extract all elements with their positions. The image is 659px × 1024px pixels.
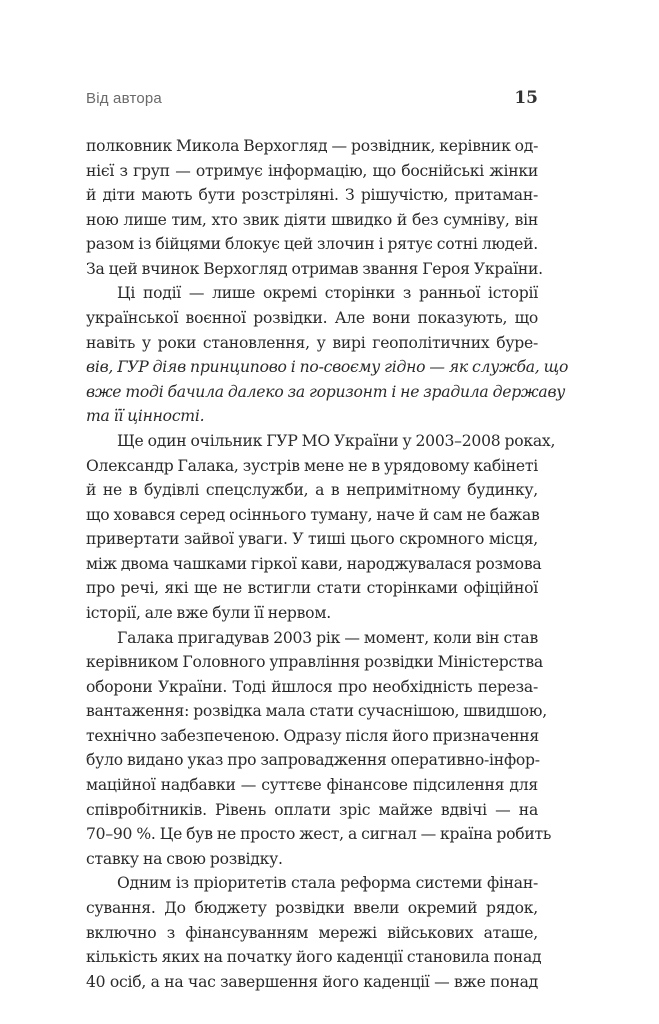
text-line: й не в будівлі спецслужби, а в непримітному будинку,: [86, 481, 538, 500]
text-line-italic: вів, ГУР діяв принципово і по-своєму гідно — як служба, що: [86, 358, 569, 377]
text-line: кількість яких на початку його каденції становила понад: [86, 948, 542, 967]
text-line-italic: та її цінності.: [86, 407, 205, 426]
text-line: разом із бійцями блокує цей злочин і рятує сотні людей.: [86, 235, 538, 254]
text-line: технічно забезпеченою. Одразу після його призначення: [86, 726, 539, 745]
text-line-italic: вже тоді бачила далеко за горизонт і не зрадила державу: [86, 382, 566, 401]
page-number: 15: [514, 88, 538, 108]
text-line: навіть у роки становлення, у вирі геополітичних буре-: [86, 333, 538, 352]
text-line: історії, але вже були її нервом.: [86, 603, 331, 622]
body-text: [86, 134, 569, 994]
text-line: нієї з груп — отримує інформацію, що боснійські жінки: [86, 161, 538, 180]
text-line: 40 осіб, а на час завершення його каденції — вже понад: [86, 972, 538, 991]
text-line: між двома чашками гіркої кави, народжувалася розмова: [86, 554, 542, 573]
text-line: Ще один очільник ГУР МО України у 2003–2008 роках,: [117, 431, 556, 450]
text-line: було видано указ про запровадження оперативно-інфор-: [86, 751, 540, 770]
text-line: про речі, які ще не встигли стати сторінками офіційної: [86, 579, 538, 598]
text-line: й діти мають бути розстріляні. З рішучістю, притаман-: [86, 186, 538, 205]
text-line: української воєнної розвідки. Але вони показують, що: [86, 309, 538, 328]
text-line: включно з фінансуванням мережі військових аташе,: [86, 923, 538, 942]
text-line: що ховався серед осіннього туману, наче й сам не бажав: [86, 505, 540, 524]
text-line: ною лише тим, хто звик діяти швидко й без сумніву, він: [86, 210, 538, 229]
text-line: Галака пригадував 2003 рік — момент, коли він став: [117, 628, 538, 647]
text-line: співробітників. Рівень оплати зріс майже вдвічі — на: [86, 800, 538, 819]
text-line: Олександр Галака, зустрів мене не в урядовому кабінеті: [86, 456, 538, 475]
text-line: вантаження: розвідка мала стати сучаснішою, швидшою,: [86, 702, 547, 721]
text-line: маційної надбавки — суттєве фінансове підсилення для: [86, 776, 538, 795]
text-line: сування. До бюджету розвідки ввели окремий рядок,: [86, 898, 538, 917]
text-line: Ці події — лише окремі сторінки з ранньої історії: [117, 284, 538, 303]
text-line: 70–90 %. Це був не просто жест, а сигнал — країна робить: [86, 825, 552, 844]
text-line: оборони України. Тоді йшлося про необхідність переза-: [86, 677, 538, 696]
text-line: Одним із пріоритетів стала реформа системи фінан-: [117, 874, 538, 893]
page-header: [86, 88, 538, 114]
running-head: Від автора: [86, 90, 162, 107]
text-line: керівником Головного управління розвідки Міністерства: [86, 653, 543, 672]
text-line: привертати зайвої уваги. У тиші цього скромного місця,: [86, 530, 538, 549]
text-line: ставку на свою розвідку.: [86, 849, 283, 868]
text-line: За цей вчинок Верхогляд отримав звання Героя України.: [86, 259, 543, 278]
text-line: полковник Микола Верхогляд — розвідник, керівник од-: [86, 137, 539, 155]
